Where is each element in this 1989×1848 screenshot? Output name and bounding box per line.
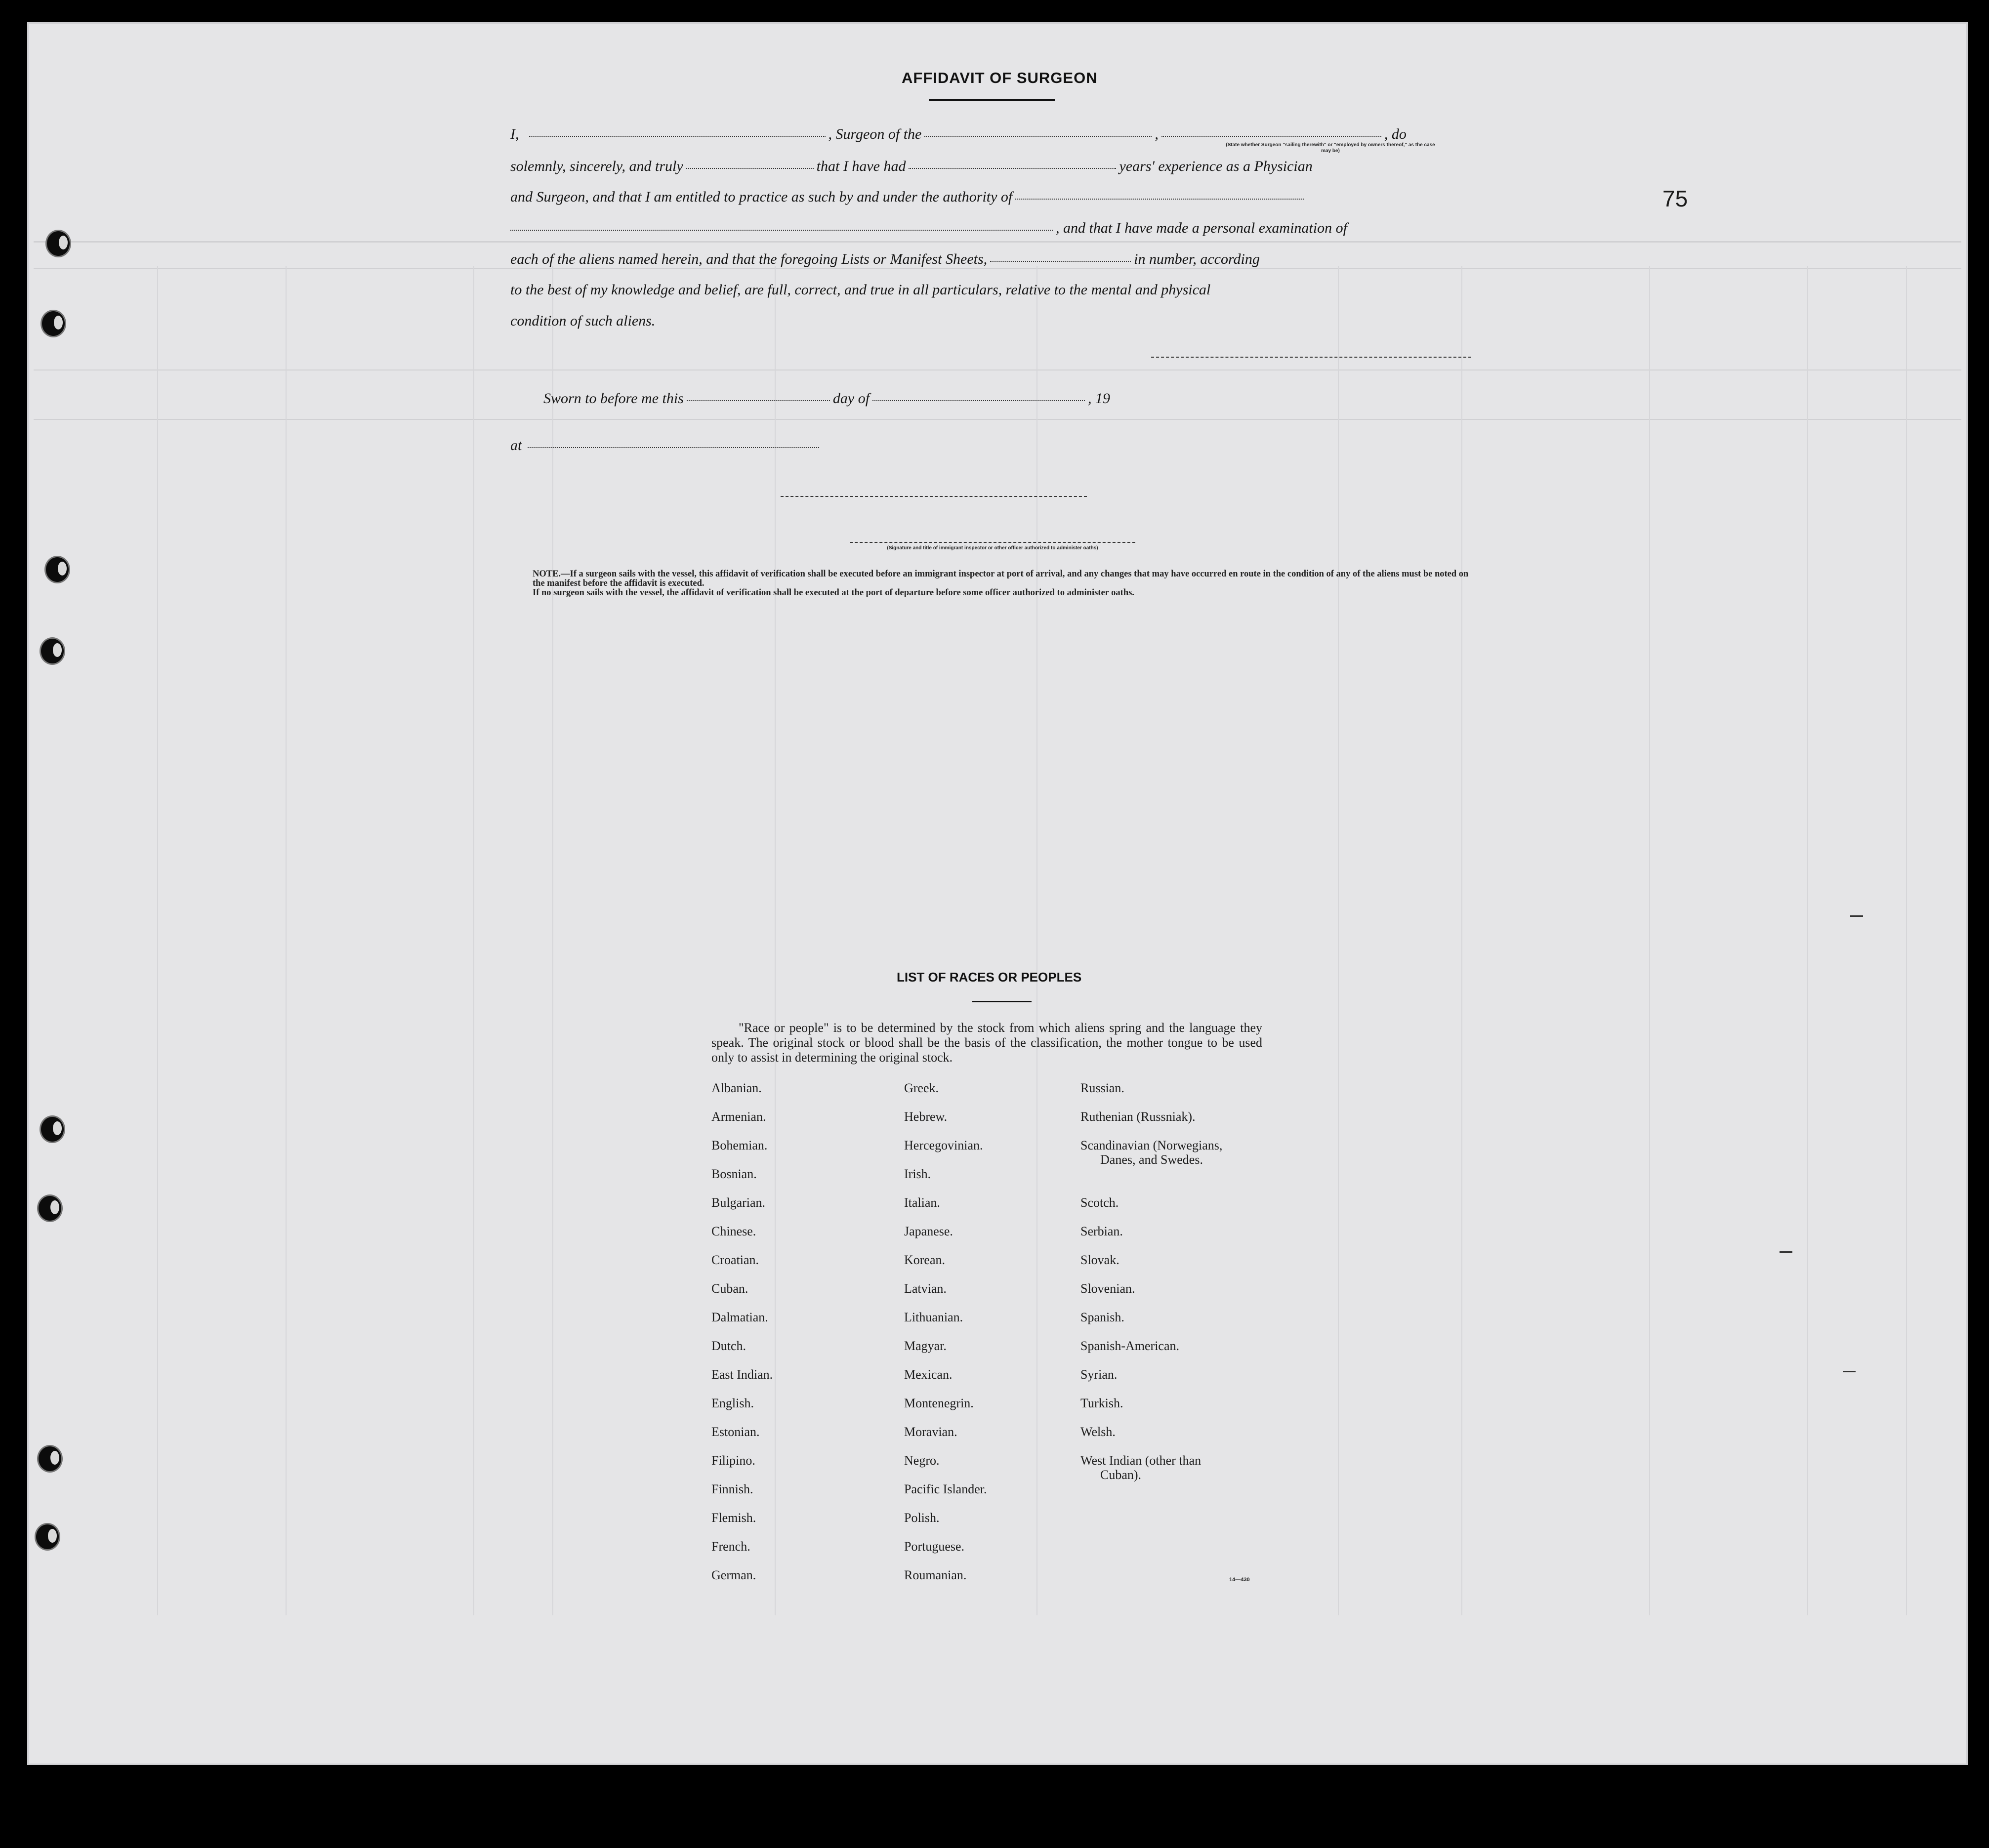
margin-mark [1850,915,1863,917]
sworn-day-field[interactable] [687,400,830,401]
race-item: Filipino. [711,1453,755,1468]
affidavit-line-3 [510,189,1473,205]
punch-hole-icon [37,1194,63,1222]
sworn-place-field[interactable] [528,447,819,448]
ghost-column-rule [552,266,553,1615]
race-item: Polish. [904,1511,940,1525]
affidavit-text: years' experience as a Physician [1119,158,1313,174]
affidavit-text: , and that I have made a personal examination of [1056,220,1347,236]
punch-hole-icon [41,310,66,337]
race-item: Korean. [904,1253,946,1267]
race-item: Turkish. [1080,1396,1123,1410]
affidavit-line-4 [510,220,1473,237]
sworn-place-line [510,437,856,454]
race-item: Lithuanian. [904,1310,963,1324]
ghost-column-rule [1649,266,1650,1615]
race-item: German. [711,1568,756,1582]
affidavit-text: condition of such aliens. [510,313,656,329]
race-item-line: Danes, and Swedes. [1100,1152,1203,1167]
ghost-header-rule [34,419,1961,420]
licensing-authority-continued-field[interactable] [510,230,1053,231]
race-item-line: Cuban). [1100,1468,1142,1482]
affidavit-line-2 [510,158,1473,175]
race-item: Bohemian. [711,1138,768,1152]
race-item-line: West Indian (other than [1080,1453,1202,1468]
affidavit-line-5 [510,251,1473,268]
race-item: French. [711,1539,750,1554]
ghost-column-rule [1807,266,1808,1615]
race-item: Russian. [1080,1081,1124,1095]
race-item: Syrian. [1080,1367,1118,1382]
race-item: Dalmatian. [711,1310,768,1324]
race-item: Bulgarian. [711,1195,766,1210]
race-item: Cuban. [711,1281,748,1296]
race-item: Welsh. [1080,1425,1116,1439]
surgeon-status-note: (State whether Surgeon "sailing therewith" or "employed by owners thereof," as the case may be) [1226,142,1435,154]
punch-hole-icon [45,230,71,257]
race-item: Scotch. [1080,1195,1119,1210]
races-column-3 [1080,1081,1268,1511]
licensing-authority-field[interactable] [1015,199,1304,200]
affidavit-text: that I have had [816,158,906,174]
race-item: East Indian. [711,1367,773,1382]
ghost-column-rule [1906,266,1907,1615]
race-item: Negro. [904,1453,940,1468]
surgeon-name-field[interactable] [529,136,826,137]
oath-manner-field[interactable] [686,168,814,169]
race-item: Spanish-American. [1080,1339,1180,1353]
affidavit-line-6 [510,282,1473,298]
note-no-surgeon: If no surgeon sails with the vessel, the affidavit of verification shall be executed at the port of departure before some officer authorized to administer oaths. [533,588,1134,598]
race-item: Bosnian. [711,1167,757,1181]
race-item: Roumanian. [904,1568,967,1582]
race-item: Irish. [904,1167,931,1181]
race-item-scandinavian [1080,1138,1268,1195]
affidavit-text: each of the aliens named herein, and that the foregoing Lists or Manifest Sheets, [510,251,988,267]
affidavit-text: , [1155,126,1159,142]
note-surgeon-sails: NOTE.—If a surgeon sails with the vessel, this affidavit of verification shall be executed before an immigrant inspector at port of arrival, and any changes that may have occurred en route in the condition of any of the aliens must be noted on the manifest before the affidavit is executed. [533,569,1469,588]
race-item: Japanese. [904,1224,953,1238]
sworn-month-field[interactable] [872,400,1085,401]
ghost-column-rule [157,266,158,1615]
ghost-column-rule [473,266,474,1615]
affidavit-text: at [510,437,522,453]
affidavit-text: , 19 [1088,390,1111,407]
affidavit-note [510,570,1474,598]
sworn-line [543,390,1235,407]
ghost-header-rule [34,268,1961,269]
punch-hole-icon [44,556,70,583]
surgeon-status-field[interactable] [1161,136,1381,137]
races-column-2 [904,1081,1092,1597]
race-item: Montenegrin. [904,1396,974,1410]
officer-signature-caption: (Signature and title of immigrant inspector or other officer authorized to administer oaths) [887,545,1098,551]
ghost-column-rule [286,266,287,1615]
ghost-header-rule [34,241,1961,243]
race-item: Pacific Islander. [904,1482,987,1496]
affidavit-title-underline [929,99,1055,101]
affidavit-text: to the best of my knowledge and belief, are full, correct, and true in all particulars, relative to the mental and physical [510,282,1211,298]
ghost-column-rule [1338,266,1339,1615]
race-item: Dutch. [711,1339,746,1353]
race-item-west-indian [1080,1453,1268,1511]
page-number: 75 [1662,186,1688,211]
affidavit-text: I, [510,126,519,142]
race-item: Hercegovinian. [904,1138,983,1152]
affidavit-text: , Surgeon of the [828,126,922,142]
surgeon-signature-line[interactable] [1151,357,1471,358]
race-item: Mexican. [904,1367,953,1382]
punch-hole-icon [37,1445,63,1473]
race-item: Greek. [904,1081,939,1095]
race-item-line: Scandinavian (Norwegians, [1080,1138,1223,1152]
affidavit-text: , do [1384,126,1407,142]
vessel-name-field[interactable] [924,136,1152,137]
margin-mark [1843,1371,1856,1372]
margin-mark [1780,1251,1792,1253]
race-item: Flemish. [711,1511,756,1525]
races-intro: "Race or people" is to be determined by the stock from which aliens spring and the language they speak. The original stock or blood shall be the basis of the classification, the mother tongue to be used only to assist in determining the original stock. [711,1021,1262,1065]
race-item: Albanian. [711,1081,762,1095]
punch-hole-icon [35,1523,60,1551]
affidavit-text: and Surgeon, and that I am entitled to practice as such by and under the authority of [510,189,1013,205]
race-item: Hebrew. [904,1109,948,1124]
form-number: 14—430 [1229,1577,1250,1583]
punch-hole-icon [40,1115,65,1143]
punch-hole-icon [40,637,65,665]
race-item: Moravian. [904,1425,957,1439]
race-item: Portuguese. [904,1539,965,1554]
affidavit-text: day of [832,390,870,407]
race-item: Slovak. [1080,1253,1119,1267]
ghost-column-rule [1461,266,1462,1615]
race-item: Serbian. [1080,1224,1123,1238]
affidavit-line-7 [510,313,1473,329]
affidavit-text: in number, according [1134,251,1260,267]
race-item: Finnish. [711,1482,753,1496]
place-continued-line[interactable] [781,496,1087,497]
race-item: Estonian. [711,1425,760,1439]
affidavit-text: solemnly, sincerely, and truly [510,158,683,174]
race-item: Croatian. [711,1253,759,1267]
race-item: Italian. [904,1195,940,1210]
races-title-underline [972,1001,1032,1002]
officer-signature-line[interactable] [850,542,1135,543]
race-item: Armenian. [711,1109,766,1124]
years-experience-field[interactable] [909,168,1116,169]
race-item: Chinese. [711,1224,756,1238]
race-item: Magyar. [904,1339,947,1353]
race-item: Spanish. [1080,1310,1124,1324]
sheet-count-field[interactable] [990,261,1131,262]
affidavit-title: AFFIDAVIT OF SURGEON [902,69,1098,86]
race-item: Slovenian. [1080,1281,1135,1296]
affidavit-text: Sworn to before me this [543,390,684,407]
race-item: English. [711,1396,754,1410]
affidavit-line-1 [510,126,1473,143]
race-item: Ruthenian (Russniak). [1080,1109,1196,1124]
races-title: LIST OF RACES OR PEOPLES [897,970,1082,985]
races-column-1 [711,1081,899,1597]
race-item: Latvian. [904,1281,947,1296]
